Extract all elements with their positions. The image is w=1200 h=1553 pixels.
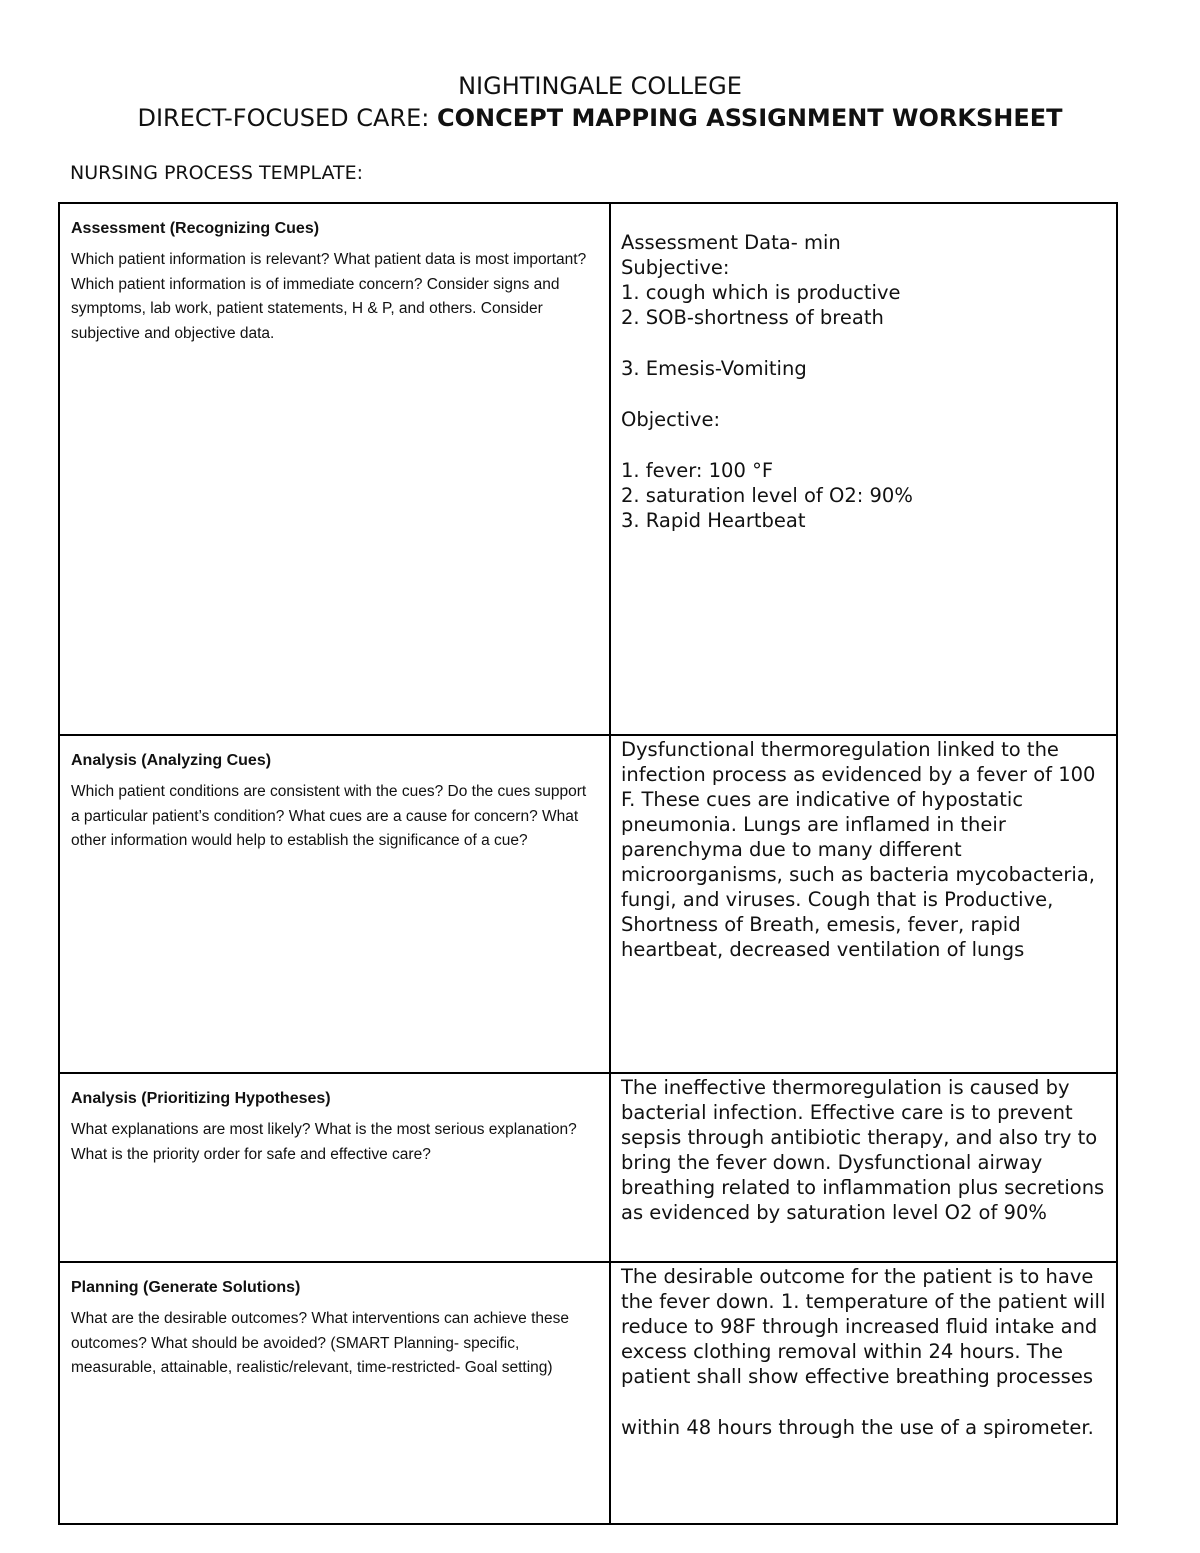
table-row (59, 1262, 1117, 1524)
analysis-cues-answer: Dysfunctional thermoregulation linked to the infection process as evidenced by a fever of 100 F. These cues are indicative of hypostatic pneumonia. Lungs are inflamed in their parenchyma due to many different microorganisms, such as bacteria mycobacteria, fungi, and viruses. Cough that is Productive, Shortness of Breath, emesis, fever, rapid heartbeat, decreased ventilation of lungs (621, 738, 1096, 961)
subjective-label: Subjective: (621, 256, 730, 279)
assessment-prompt-cell (59, 203, 610, 735)
planning-answer-part2: within 48 hours through the use of a spirometer. (621, 1416, 1094, 1439)
objective-label: Objective: (621, 408, 721, 431)
subtitle-prefix: DIRECT-FOCUSED CARE: (137, 104, 438, 132)
page-subtitle (0, 102, 1200, 134)
assessment-answer-cell (610, 203, 1117, 735)
hypotheses-prompt-cell (59, 1073, 610, 1262)
planning-answer-part1: The desirable outcome for the patient is to have the fever down. 1. temperature of the patient will reduce to 98F through increased fluid intake and excess clothing removal within 24 hours. The patient shall show effective breathing processes (621, 1265, 1106, 1388)
subjective-item: 1. cough which is productive (621, 281, 901, 304)
table-row (59, 1073, 1117, 1262)
analysis-cues-prompt: Which patient conditions are consistent with the cues? Do the cues support a particular patient’s condition? What cues are a cause for concern? What other information would help to establish the significance of a cue? (71, 783, 587, 849)
subjective-item: 3. Emesis-Vomiting (621, 357, 807, 380)
assessment-title: Assessment (Recognizing Cues) (71, 220, 320, 237)
hypotheses-prompt: What explanations are most likely? What is the most serious explanation? What is the priority order for safe and effective care? (71, 1121, 577, 1163)
nursing-process-table (58, 202, 1118, 1525)
analysis-cues-prompt-cell (59, 735, 610, 1073)
hypotheses-answer-cell (610, 1073, 1117, 1262)
page-title: NIGHTINGALE COLLEGE (458, 72, 742, 100)
planning-answer-cell (610, 1262, 1117, 1524)
table-row (59, 203, 1117, 735)
hypotheses-title: Analysis (Prioritizing Hypotheses) (71, 1090, 331, 1107)
objective-item: 3. Rapid Heartbeat (621, 509, 806, 532)
analysis-cues-title: Analysis (Analyzing Cues) (71, 752, 272, 769)
planning-title: Planning (Generate Solutions) (71, 1279, 301, 1296)
objective-item: 1. fever: 100 °F (621, 459, 774, 482)
planning-prompt: What are the desirable outcomes? What interventions can achieve these outcomes? What should be avoided? (SMART Planning- specific, measurable, attainable, realistic/relevant, time-restricted- Goal setting) (71, 1310, 569, 1376)
planning-prompt-cell (59, 1262, 610, 1524)
assessment-prompt: Which patient information is relevant? What patient data is most important? Which patient information is of immediate concern? Consider signs and symptoms, lab work, patient statements, H & P, and others. Consider subjective and objective data. (71, 251, 587, 342)
assessment-heading: Assessment Data- min (621, 231, 841, 254)
objective-item: 2. saturation level of O2: 90% (621, 484, 913, 507)
subtitle-bold: CONCEPT MAPPING ASSIGNMENT WORKSHEET (437, 104, 1063, 132)
subjective-item: 2. SOB-shortness of breath (621, 306, 884, 329)
section-label: NURSING PROCESS TEMPLATE: (70, 162, 364, 184)
analysis-cues-answer-cell (610, 735, 1117, 1073)
hypotheses-answer: The ineffective thermoregulation is caused by bacterial infection. Effective care is to prevent sepsis through antibiotic therapy, and also try to bring the fever down. Dysfunctional airway breathing related to inflammation plus secretions as evidenced by saturation level O2 of 90% (621, 1076, 1105, 1224)
table-row (59, 735, 1117, 1073)
